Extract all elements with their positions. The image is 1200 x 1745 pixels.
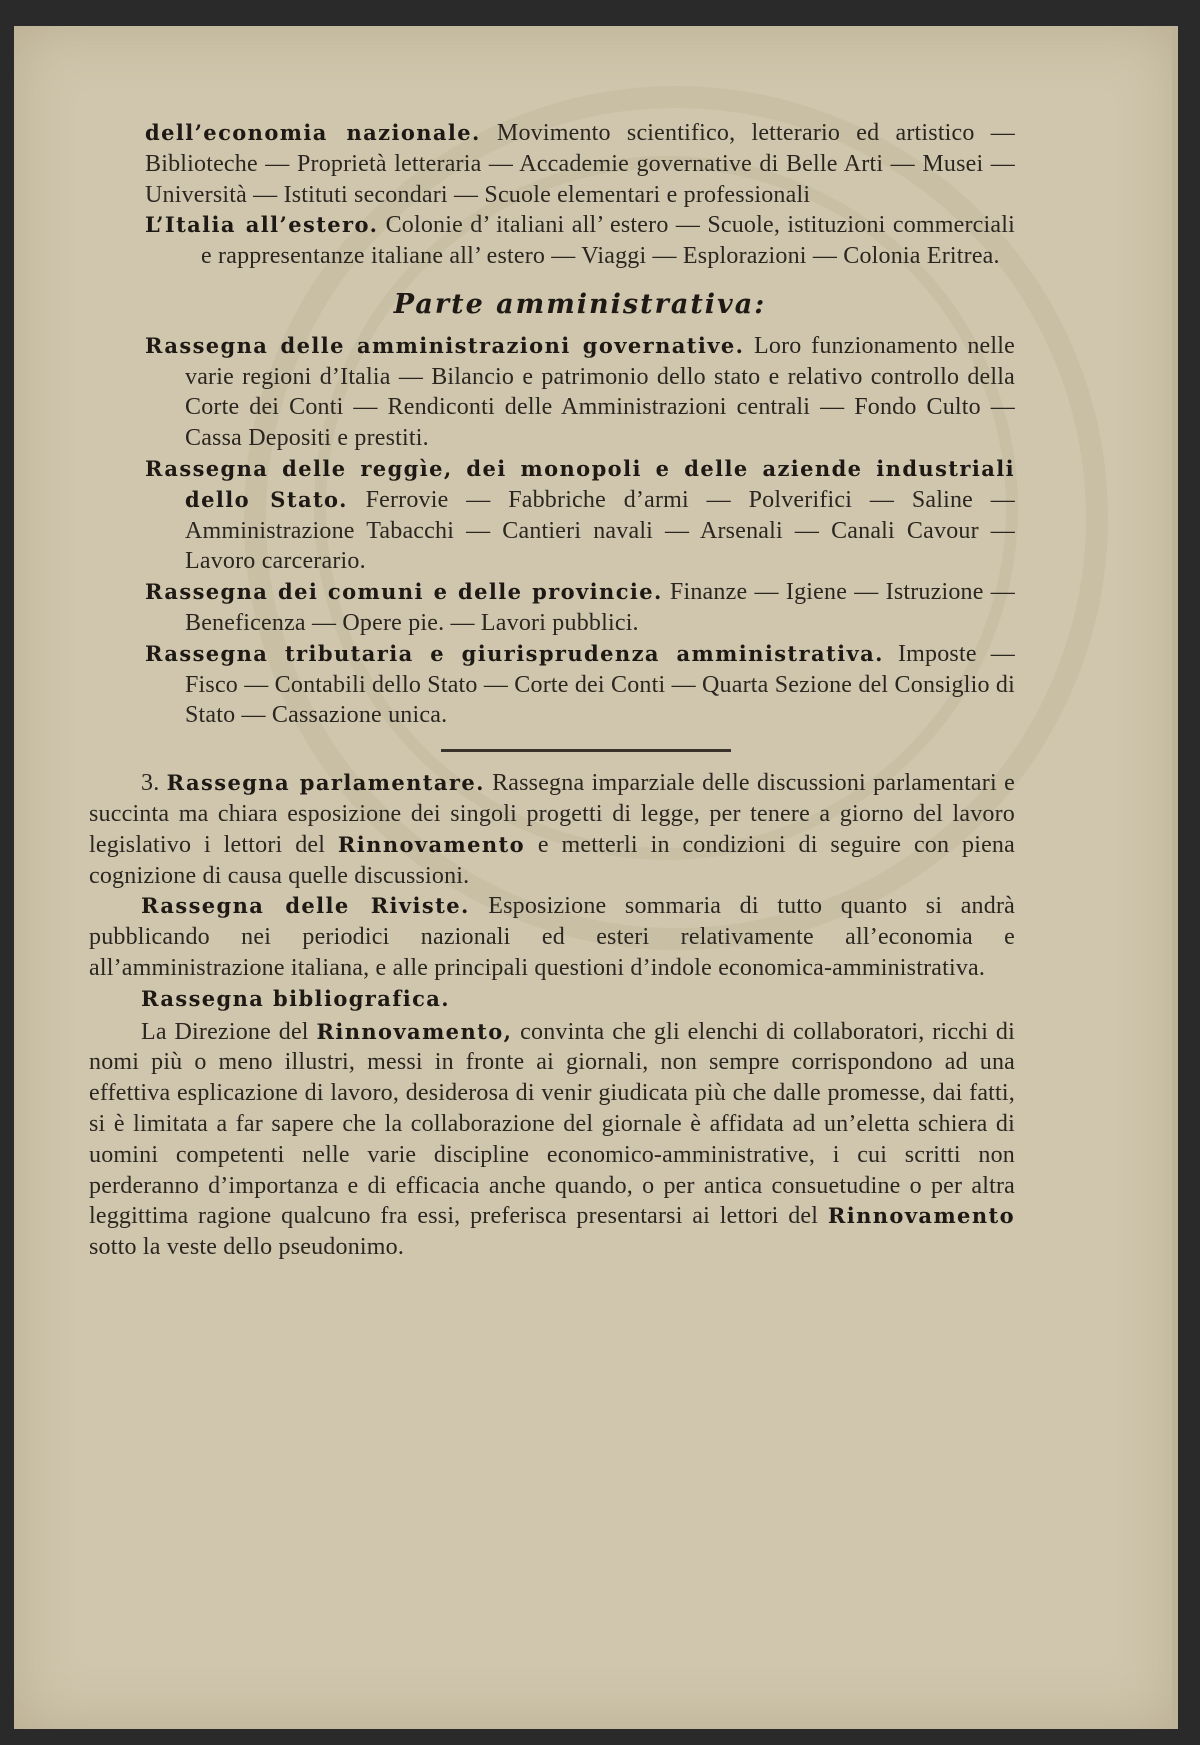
closing-text-2: convinta che gli elenchi di collaboratori, ricchi di nomi più o meno illustri, messi in fronte ai giornali, non sempre corrispondono ad una effettiva esplicazione di lavoro, desiderosa di venir giudicata più che dalle promesse, dai fatti, si è limitata a far sapere che la collaborazione del giornale è affidata ad un’eletta schiera di uomini competenti nelle varie discipline economico-amministrative, i cui scritti non perderanno d’importanza e di efficacia anche quando, o per antica consuetudine o per altra leggittima ragione qualcuno fra essi, preferisca presentarsi ai lettori del: [89, 1018, 1015, 1230]
rassegna-comuni-heading: Rassegna dei comuni e delle provincie.: [145, 579, 663, 605]
rassegna-governative-heading: Rassegna delle amministrazioni governative.: [145, 332, 745, 358]
rassegna-tributaria-text: Imposte — Fisco — Contabili dello Stato — Corte dei Conti — Quarta Sezione del Consiglio di Stato — Cassazione unica.: [185, 640, 1015, 729]
closing-text-1: La Direzione del: [141, 1018, 317, 1045]
rassegna-reggie-paragraph: [89, 454, 1015, 577]
riviste-text: Esposizione sommaria di tutto quanto si andrà pubblicando nei periodici nazionali ed esteri relativamente all’economia e all’amministrazione italiana, e alle principali questioni d’indole economica-amministrativa.: [89, 893, 1015, 981]
closing-rinnovamento-1: Rinnovamento,: [316, 1018, 513, 1044]
parlamentare-text-1: Rassegna imparziale delle discussioni parlamentari e succinta ma chiara esposizione dei singoli progetti di legge, per tenere a giorno del lavoro legislativo i lettori del: [89, 770, 1015, 858]
closing-paragraph: [89, 1017, 1015, 1263]
italia-estero-text: Colonie d’ italiani all’ estero — Scuole, istituzioni commerciali e rappresentanze italiane all’ estero — Viaggi — Esplorazioni — Colonia Eritrea.: [201, 212, 1015, 270]
parlamentare-rinnovamento: Rinnovamento: [337, 831, 526, 857]
rassegna-reggie-heading: Rassegna delle reggìe, dei monopoli e delle aziende industriali dello Stato.: [145, 455, 1015, 512]
closing-text-3: sotto la veste dello pseudonimo.: [89, 1234, 405, 1261]
section-title-parte-amministrativa: Parte amministrativa:: [393, 288, 767, 320]
document-body: [89, 118, 1015, 1263]
rassegna-governative-paragraph: [89, 331, 1015, 454]
page-edge: [1172, 26, 1178, 1729]
italia-estero-paragraph: [89, 210, 1015, 272]
parlamentare-heading: Rassegna parlamentare.: [166, 770, 485, 796]
italia-estero-heading: L’Italia all’estero.: [145, 212, 379, 238]
rassegna-tributaria-paragraph: [89, 639, 1015, 731]
rassegna-governative-text: Loro funzionamento nelle varie regioni d’Italia — Bilancio e patrimonio dello stato e relativo controllo della Corte dei Conti — Rendiconti delle Amministrazioni centrali — Fondo Culto — Cassa Depositi e prestiti.: [185, 332, 1015, 452]
section-divider-rule: [441, 749, 731, 752]
rassegna-parlamentare-paragraph: [89, 768, 1015, 891]
intro-text: Movimento scientifico, letterario ed artistico — Biblioteche — Proprietà letteraria — Accademie governative di Belle Arti — Musei — Università — Istituti secondari — Scuole elementari e professionali: [145, 120, 1015, 208]
bibliografica-heading: Rassegna bibliografica.: [141, 985, 450, 1011]
rassegna-comuni-text: Finanze — Igiene — Istruzione — Beneficenza — Opere pie. — Lavori pubblici.: [185, 579, 1015, 636]
rassegna-tributaria-heading: Rassegna tributaria e giurisprudenza amministrativa.: [145, 640, 884, 666]
rassegna-comuni-paragraph: [89, 577, 1015, 639]
intro-paragraph: [145, 118, 1015, 210]
riviste-heading: Rassegna delle Riviste.: [141, 893, 470, 919]
rassegna-bibliografica-paragraph: [89, 984, 1015, 1015]
intro-heading: dell’economia nazionale.: [145, 120, 481, 145]
rassegna-reggie-text: Ferrovie — Fabbriche d’armi — Polverifici — Saline — Amministrazione Tabacchi — Cantieri navali — Arsenali — Canali Cavour — Lavoro carcerario.: [185, 486, 1015, 575]
closing-rinnovamento-2: Rinnovamento: [827, 1203, 1015, 1229]
parlamentare-number: 3.: [141, 770, 167, 797]
rassegna-riviste-paragraph: [89, 891, 1015, 983]
document-page: [14, 26, 1178, 1729]
parlamentare-text-2: e metterli in condizioni di seguire con piena cognizione di causa quelle discussioni.: [89, 831, 1015, 889]
